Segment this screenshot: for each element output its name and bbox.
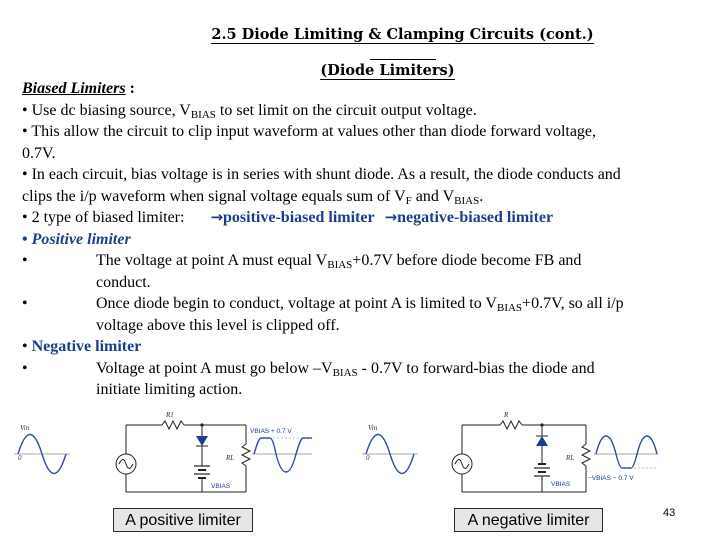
- page-number: 43: [663, 507, 676, 519]
- bullet-3-text-end: .: [479, 187, 484, 205]
- r1-label: R1: [166, 411, 174, 419]
- arrow-icon: →: [384, 208, 398, 226]
- vin-label: Vin: [368, 424, 378, 432]
- negative-point-1-text: Voltage at point A must go below –V: [96, 359, 333, 377]
- vin-label: Vin: [20, 424, 30, 432]
- negative-point-1-text-end: - 0.7V to forward-bias the diode and: [357, 359, 595, 377]
- zero-label: 0: [366, 454, 370, 462]
- rl-label: RL: [566, 454, 575, 462]
- vout-level-label: VBIAS + 0.7 V: [250, 428, 292, 435]
- bullet-3-line-1: • In each circuit, bias voltage is in series with shunt diode. As a result, the diode conducts and: [22, 166, 621, 183]
- biased-limiters-heading-line: [22, 78, 135, 100]
- bullet-4: [22, 207, 553, 229]
- negative-limiter-caption: A negative limiter: [454, 508, 603, 532]
- bullet-4-text: • 2 type of biased limiter:: [22, 209, 185, 226]
- bullet-3-text-mid: and V: [411, 187, 455, 205]
- negative-point-1-line-2: initiate limiting action.: [96, 381, 243, 398]
- negative-biased-limiter-term: negative-biased limiter: [397, 209, 554, 226]
- bullet-1-text-end: to set limit on the circuit output voltage.: [215, 101, 477, 119]
- negative-point-1-bullet: •: [22, 359, 28, 377]
- resistor-r: [500, 421, 522, 429]
- bullet-1-sub: BIAS: [190, 108, 216, 121]
- bullet-3-sub-f: F: [405, 194, 412, 207]
- arrow-icon: →: [210, 208, 224, 226]
- positive-point-2-sub: BIAS: [496, 302, 523, 314]
- title-line-2: (Diode Limiters): [320, 62, 455, 79]
- negative-bullet: •: [22, 338, 32, 355]
- output-waveform: [254, 438, 312, 472]
- positive-point-1-bullet: •: [22, 252, 28, 269]
- r-label: R: [504, 411, 509, 419]
- positive-biased-limiter-term: positive-biased limiter: [223, 209, 375, 226]
- vbias-label: VBIAS: [551, 481, 571, 488]
- bullet-2-line-1: • This allow the circuit to clip input waveform at values other than diode forward voltage,: [22, 123, 597, 140]
- resistor-r1: [162, 421, 184, 429]
- negative-point-1-sub: BIAS: [332, 366, 358, 379]
- positive-point-1-text-end: +0.7V before diode become FB and: [352, 252, 582, 269]
- positive-point-2-bullet: •: [22, 295, 28, 312]
- slide-title: [200, 26, 605, 80]
- positive-limiter-heading: [22, 229, 131, 251]
- positive-point-1-sub: BIAS: [327, 259, 353, 271]
- positive-bullet: •: [22, 230, 28, 248]
- negative-limiter-label: Negative limiter: [31, 338, 142, 355]
- positive-limiter-schematic: [14, 408, 314, 506]
- resistor-rl: [582, 444, 590, 466]
- output-waveform: [596, 436, 657, 468]
- bullet-3-text: clips the i/p waveform when signal voltage equals sum of V: [22, 187, 406, 205]
- positive-point-2-text-end: +0.7V, so all i/p: [522, 295, 624, 312]
- title-line-1: 2.5 Diode Limiting & Clamping Circuits (cont.): [211, 26, 594, 43]
- positive-limiter-caption: A positive limiter: [113, 508, 253, 532]
- bullet-1-text: • Use dc biasing source, V: [22, 101, 191, 119]
- heading-colon: :: [125, 80, 135, 97]
- diode-icon: [536, 436, 548, 446]
- negative-limiter-schematic: [360, 408, 660, 506]
- zero-label: 0: [18, 454, 22, 462]
- bullet-2-line-2: 0.7V.: [22, 144, 56, 162]
- vbias-label: VBIAS: [211, 483, 231, 490]
- vout-level-label: −VBIAS − 0.7 V: [588, 475, 634, 482]
- bullet-3-sub-bias: BIAS: [454, 194, 480, 207]
- positive-limiter-label: Positive limiter: [31, 230, 131, 248]
- positive-point-2-text: Once diode begin to conduct, voltage at point A is limited to V: [96, 295, 497, 312]
- biased-limiters-heading: Biased Limiters: [22, 80, 126, 97]
- resistor-rl: [242, 444, 250, 466]
- rl-label: RL: [226, 454, 235, 462]
- positive-point-1-line-1: [96, 250, 581, 277]
- negative-limiter-heading: [22, 336, 141, 358]
- positive-point-1-line-2: conduct.: [96, 273, 151, 291]
- positive-point-1-text: The voltage at point A must equal V: [96, 252, 328, 269]
- diode-icon: [196, 436, 208, 446]
- positive-point-2-line-2: voltage above this level is clipped off.: [96, 316, 340, 334]
- title-underline: [370, 46, 436, 60]
